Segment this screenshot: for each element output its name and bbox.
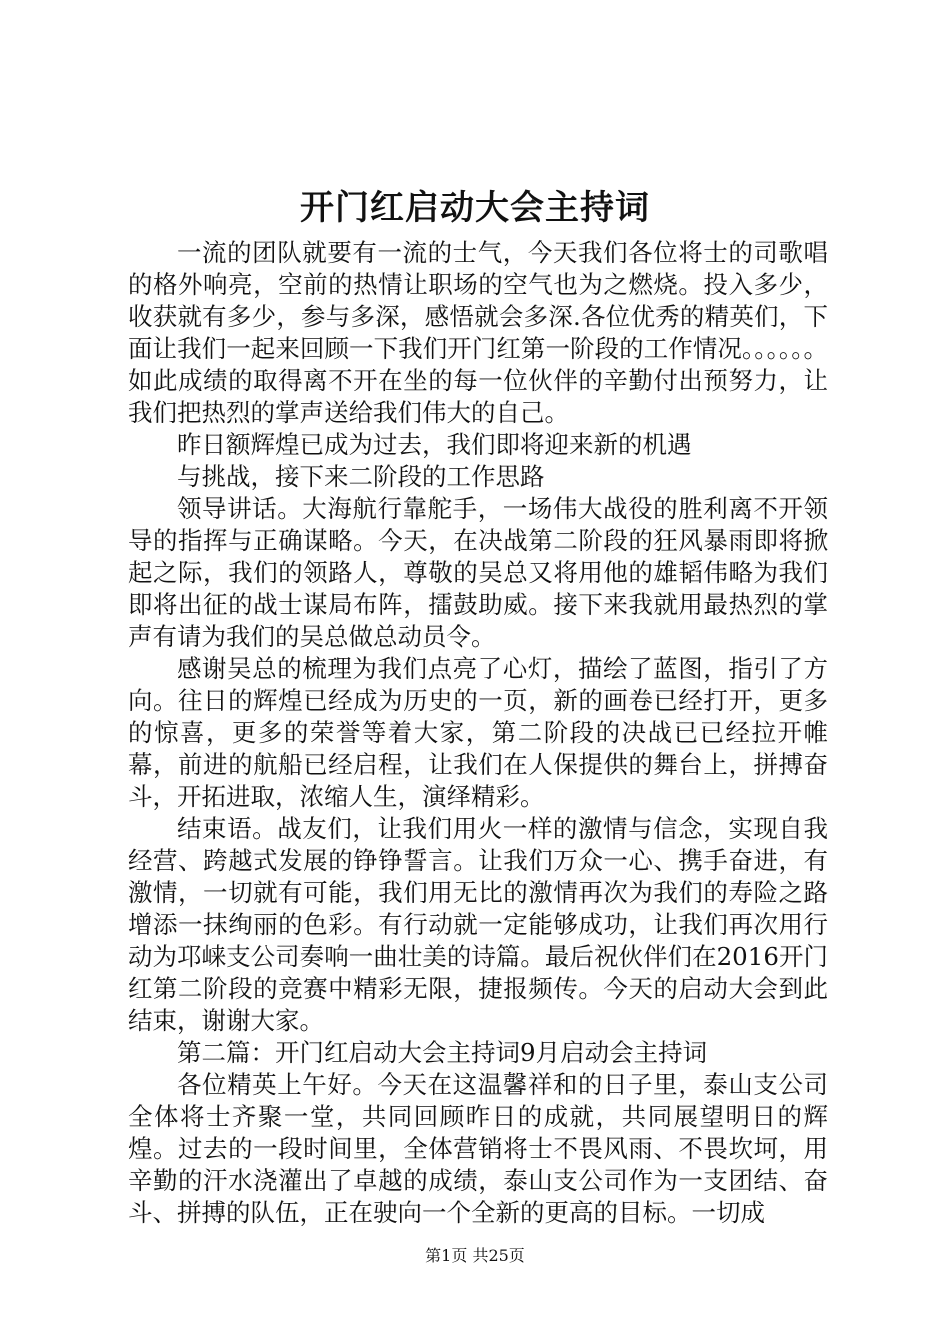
- paragraph: 与挑战，接下来二阶段的工作思路: [177, 462, 545, 491]
- page-number-footer: 第1页 共25页: [425, 1246, 525, 1265]
- paragraph: 昨日额辉煌已成为过去，我们即将迎来新的机遇: [177, 430, 692, 459]
- document-title: 开门红启动大会主持词: [300, 188, 650, 228]
- paragraph: 结束语。战友们，让我们用火一样的激情与信念，实现自我经营、跨越式发展的铮铮誓言。让我们万众一心、携手奋进，有激情，一切就有可能，我们用无比的激情再次为我们的寿险之路增添一抹绚丽的色彩。有行动就一定能够成功，让我们再次用行动为邛崃支公司奏响一曲壮美的诗篇。最后祝伙伴们在2016开门红第二阶段的竞赛中精彩无限，捷报频传。今天的启动大会到此结束，谢谢大家。: [128, 814, 828, 1035]
- paragraph: 各位精英上午好。今天在这温馨祥和的日子里，泰山支公司全体将士齐聚一堂，共同回顾昨日的成就，共同展望明日的辉煌。过去的一段时间里，全体营销将士不畏风雨、不畏坎坷，用辛勤的汗水浇灌出了卓越的成绩，泰山支公司作为一支团结、奋斗、拼搏的队伍，正在驶向一个全新的更高的目标。一切成: [128, 1070, 828, 1227]
- section-heading: 第二篇：开门红启动大会主持词9月启动会主持词: [177, 1038, 708, 1067]
- paragraph: 一流的团队就要有一流的士气，今天我们各位将士的司歌唱的格外响亮，空前的热情让职场的空气也为之燃烧。投入多少，收获就有多少，参与多深，感悟就会多深.各位优秀的精英们，下面让我们一起来回顾一下我们开门红第一阶段的工作情况。。。。。。如此成绩的取得离不开在坐的每一位伙伴的辛勤付出预努力，让我们把热烈的掌声送给我们伟大的自己。: [128, 238, 828, 427]
- paragraph: 感谢吴总的梳理为我们点亮了心灯，描绘了蓝图，指引了方向。往日的辉煌已经成为历史的一页，新的画卷已经打开，更多的惊喜，更多的荣誉等着大家，第二阶段的决战已已经拉开帷幕，前进的航船已经启程，让我们在人保提供的舞台上，拼搏奋斗，开拓进取，浓缩人生，演绎精彩。: [128, 654, 828, 811]
- paragraph: 领导讲话。大海航行靠舵手，一场伟大战役的胜利离不开领导的指挥与正确谋略。今天，在决战第二阶段的狂风暴雨即将掀起之际，我们的领路人，尊敬的吴总又将用他的雄韬伟略为我们即将出征的战士谋局布阵，擂鼓助威。接下来我就用最热烈的掌声有请为我们的吴总做总动员令。: [128, 494, 828, 651]
- document-body: [128, 237, 828, 1229]
